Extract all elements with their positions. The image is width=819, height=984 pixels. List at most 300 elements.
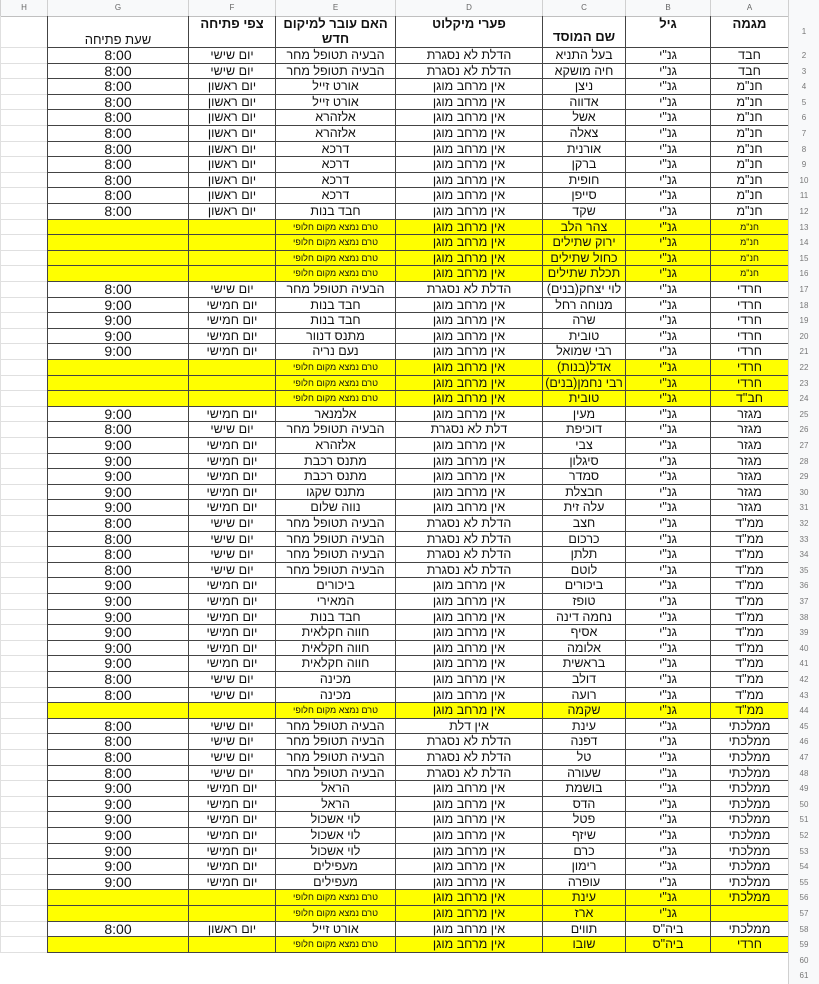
row-number[interactable]: 13 bbox=[788, 220, 819, 236]
opening-time-cell[interactable] bbox=[47, 391, 188, 407]
institution-name-cell[interactable]: צהר הלב bbox=[542, 220, 625, 236]
expected-opening-cell[interactable]: יום שישי bbox=[188, 547, 275, 563]
institution-name-cell[interactable]: דפנה bbox=[542, 734, 625, 750]
institution-name-cell[interactable]: כרם bbox=[542, 844, 625, 860]
row-number[interactable]: 42 bbox=[788, 672, 819, 688]
new-location-cell[interactable]: מעפילים bbox=[275, 875, 395, 891]
row-number[interactable]: 54 bbox=[788, 859, 819, 875]
age-cell[interactable]: גנ"י bbox=[625, 329, 710, 345]
shelter-gap-cell[interactable]: אין מרחב מוגן bbox=[395, 110, 542, 126]
shelter-gap-cell[interactable]: אין מרחב מוגן bbox=[395, 235, 542, 251]
opening-time-cell[interactable]: 9:00 bbox=[47, 298, 188, 314]
row-number[interactable]: 58 bbox=[788, 922, 819, 938]
column-header-D[interactable]: D bbox=[395, 0, 542, 16]
opening-time-cell[interactable]: 8:00 bbox=[47, 204, 188, 220]
row-number[interactable]: 4 bbox=[788, 79, 819, 95]
new-location-cell[interactable]: מתנס דנוור bbox=[275, 329, 395, 345]
cell-H[interactable] bbox=[0, 313, 47, 329]
institution-name-cell[interactable]: חיה מושקא bbox=[542, 64, 625, 80]
expected-opening-cell[interactable]: יום חמישי bbox=[188, 797, 275, 813]
row-number[interactable]: 10 bbox=[788, 173, 819, 189]
column-header-F[interactable]: F bbox=[188, 0, 275, 16]
column-header-B[interactable]: B bbox=[625, 0, 710, 16]
shelter-gap-cell[interactable]: אין מרחב מוגן bbox=[395, 797, 542, 813]
track-cell[interactable]: ממלכתי bbox=[710, 890, 788, 906]
age-cell[interactable]: גנ"י bbox=[625, 672, 710, 688]
track-cell[interactable]: ממלכתי bbox=[710, 875, 788, 891]
institution-name-cell[interactable]: הדס bbox=[542, 797, 625, 813]
cell-H[interactable] bbox=[0, 922, 47, 938]
cell-H[interactable] bbox=[0, 220, 47, 236]
new-location-cell[interactable]: טרם נמצא מקום חלופי bbox=[275, 220, 395, 236]
row-number[interactable]: 21 bbox=[788, 344, 819, 360]
row-number-1[interactable]: 1 bbox=[788, 16, 819, 48]
opening-time-cell[interactable]: 9:00 bbox=[47, 875, 188, 891]
institution-name-cell[interactable]: ארז bbox=[542, 906, 625, 922]
row-number[interactable]: 18 bbox=[788, 298, 819, 314]
select-all-corner[interactable] bbox=[788, 0, 819, 16]
row-number[interactable]: 24 bbox=[788, 391, 819, 407]
new-location-cell[interactable]: הראל bbox=[275, 781, 395, 797]
row-number[interactable]: 16 bbox=[788, 266, 819, 282]
shelter-gap-cell[interactable]: אין מרחב מוגן bbox=[395, 438, 542, 454]
new-location-cell[interactable]: לוי אשכול bbox=[275, 812, 395, 828]
expected-opening-cell[interactable]: יום ראשון bbox=[188, 95, 275, 111]
cell-H[interactable] bbox=[0, 734, 47, 750]
cell-H[interactable] bbox=[0, 126, 47, 142]
age-cell[interactable]: גנ"י bbox=[625, 110, 710, 126]
cell-H[interactable] bbox=[0, 656, 47, 672]
shelter-gap-cell[interactable]: אין מרחב מוגן bbox=[395, 937, 542, 953]
age-cell[interactable]: גנ"י bbox=[625, 438, 710, 454]
cell-H[interactable] bbox=[0, 454, 47, 470]
track-cell[interactable]: חב"ד bbox=[710, 391, 788, 407]
expected-opening-cell[interactable]: יום שישי bbox=[188, 672, 275, 688]
shelter-gap-cell[interactable]: אין מרחב מוגן bbox=[395, 344, 542, 360]
institution-name-cell[interactable]: לוי יצחק(בנים) bbox=[542, 282, 625, 298]
row-number[interactable]: 27 bbox=[788, 438, 819, 454]
shelter-gap-cell[interactable]: אין מרחב מוגן bbox=[395, 485, 542, 501]
shelter-gap-cell[interactable]: אין מרחב מוגן bbox=[395, 781, 542, 797]
new-location-cell[interactable]: הראל bbox=[275, 797, 395, 813]
opening-time-cell[interactable]: 8:00 bbox=[47, 766, 188, 782]
age-cell[interactable]: גנ"י bbox=[625, 344, 710, 360]
cell-H[interactable] bbox=[0, 79, 47, 95]
track-cell[interactable]: מגזר bbox=[710, 422, 788, 438]
row-number[interactable]: 61 bbox=[788, 968, 819, 984]
opening-time-cell[interactable]: 8:00 bbox=[47, 126, 188, 142]
new-location-cell[interactable]: המאירי bbox=[275, 594, 395, 610]
age-cell[interactable]: גנ"י bbox=[625, 422, 710, 438]
expected-opening-cell[interactable]: יום שישי bbox=[188, 282, 275, 298]
age-cell[interactable]: גנ"י bbox=[625, 750, 710, 766]
new-location-cell[interactable]: טרם נמצא מקום חלופי bbox=[275, 251, 395, 267]
institution-name-cell[interactable]: רבי שמואל bbox=[542, 344, 625, 360]
age-cell[interactable]: גנ"י bbox=[625, 391, 710, 407]
row-number[interactable]: 31 bbox=[788, 500, 819, 516]
shelter-gap-cell[interactable]: אין מרחב מוגן bbox=[395, 376, 542, 392]
shelter-gap-cell[interactable]: אין מרחב מוגן bbox=[395, 688, 542, 704]
cell-H[interactable] bbox=[0, 469, 47, 485]
row-number[interactable]: 40 bbox=[788, 641, 819, 657]
cell-H[interactable] bbox=[0, 110, 47, 126]
new-location-cell[interactable]: טרם נמצא מקום חלופי bbox=[275, 391, 395, 407]
opening-time-cell[interactable] bbox=[47, 906, 188, 922]
track-cell[interactable]: חנ"מ bbox=[710, 79, 788, 95]
age-cell[interactable]: גנ"י bbox=[625, 594, 710, 610]
new-location-cell[interactable]: דרכא bbox=[275, 188, 395, 204]
institution-name-cell[interactable]: חופית bbox=[542, 173, 625, 189]
institution-name-cell[interactable]: שקמה bbox=[542, 703, 625, 719]
cell-H[interactable] bbox=[0, 812, 47, 828]
cell-H[interactable] bbox=[0, 282, 47, 298]
age-cell[interactable]: גנ"י bbox=[625, 188, 710, 204]
expected-opening-cell[interactable]: יום ראשון bbox=[188, 173, 275, 189]
opening-time-cell[interactable] bbox=[47, 251, 188, 267]
opening-time-cell[interactable] bbox=[47, 220, 188, 236]
opening-time-cell[interactable]: 8:00 bbox=[47, 547, 188, 563]
shelter-gap-cell[interactable]: אין מרחב מוגן bbox=[395, 188, 542, 204]
institution-name-cell[interactable]: עינת bbox=[542, 719, 625, 735]
cell-H[interactable] bbox=[0, 48, 47, 64]
header-opening-time[interactable]: שעת פתיחה bbox=[47, 16, 188, 48]
institution-name-cell[interactable]: צבי bbox=[542, 438, 625, 454]
expected-opening-cell[interactable]: יום ראשון bbox=[188, 922, 275, 938]
shelter-gap-cell[interactable]: אין מרחב מוגן bbox=[395, 500, 542, 516]
track-cell[interactable] bbox=[710, 906, 788, 922]
new-location-cell[interactable]: דרכא bbox=[275, 157, 395, 173]
opening-time-cell[interactable]: 9:00 bbox=[47, 344, 188, 360]
new-location-cell[interactable]: הבעיה תטופל מחר bbox=[275, 48, 395, 64]
shelter-gap-cell[interactable]: אין מרחב מוגן bbox=[395, 204, 542, 220]
row-number[interactable]: 44 bbox=[788, 703, 819, 719]
opening-time-cell[interactable]: 8:00 bbox=[47, 688, 188, 704]
shelter-gap-cell[interactable]: הדלת לא נסגרת bbox=[395, 547, 542, 563]
row-number[interactable]: 35 bbox=[788, 563, 819, 579]
institution-name-cell[interactable]: נחמה דינה bbox=[542, 610, 625, 626]
institution-name-cell[interactable]: טופז bbox=[542, 594, 625, 610]
expected-opening-cell[interactable]: יום ראשון bbox=[188, 204, 275, 220]
cell-H1[interactable] bbox=[0, 16, 47, 48]
cell-H[interactable] bbox=[0, 844, 47, 860]
row-number[interactable]: 53 bbox=[788, 844, 819, 860]
cell-H[interactable] bbox=[0, 95, 47, 111]
row-number[interactable]: 14 bbox=[788, 235, 819, 251]
new-location-cell[interactable]: מתנס רכבת bbox=[275, 469, 395, 485]
institution-name-cell[interactable]: ביכורים bbox=[542, 578, 625, 594]
column-header-E[interactable]: E bbox=[275, 0, 395, 16]
opening-time-cell[interactable]: 9:00 bbox=[47, 797, 188, 813]
expected-opening-cell[interactable] bbox=[188, 376, 275, 392]
age-cell[interactable]: גנ"י bbox=[625, 376, 710, 392]
institution-name-cell[interactable]: ירוק שתילים bbox=[542, 235, 625, 251]
cell-H[interactable] bbox=[0, 251, 47, 267]
cell-H[interactable] bbox=[0, 688, 47, 704]
opening-time-cell[interactable]: 9:00 bbox=[47, 313, 188, 329]
opening-time-cell[interactable]: 9:00 bbox=[47, 454, 188, 470]
age-cell[interactable]: גנ"י bbox=[625, 719, 710, 735]
institution-name-cell[interactable]: טובית bbox=[542, 329, 625, 345]
institution-name-cell[interactable]: עלה זית bbox=[542, 500, 625, 516]
new-location-cell[interactable]: טרם נמצא מקום חלופי bbox=[275, 266, 395, 282]
track-cell[interactable]: ממלכתי bbox=[710, 734, 788, 750]
institution-name-cell[interactable]: אורנית bbox=[542, 142, 625, 158]
cell-H[interactable] bbox=[0, 828, 47, 844]
age-cell[interactable]: גנ"י bbox=[625, 485, 710, 501]
row-number[interactable]: 38 bbox=[788, 610, 819, 626]
shelter-gap-cell[interactable]: אין מרחב מוגן bbox=[395, 157, 542, 173]
new-location-cell[interactable]: חבד בנות bbox=[275, 610, 395, 626]
cell-H[interactable] bbox=[0, 376, 47, 392]
row-number[interactable]: 51 bbox=[788, 812, 819, 828]
row-number[interactable]: 20 bbox=[788, 329, 819, 345]
age-cell[interactable]: גנ"י bbox=[625, 95, 710, 111]
track-cell[interactable]: ממלכתי bbox=[710, 766, 788, 782]
shelter-gap-cell[interactable]: אין מרחב מוגן bbox=[395, 672, 542, 688]
age-cell[interactable]: גנ"י bbox=[625, 298, 710, 314]
new-location-cell[interactable]: הבעיה תטופל מחר bbox=[275, 422, 395, 438]
cell-H[interactable] bbox=[0, 157, 47, 173]
age-cell[interactable]: ביה"ס bbox=[625, 922, 710, 938]
new-location-cell[interactable]: הבעיה תטופל מחר bbox=[275, 547, 395, 563]
cell-H[interactable] bbox=[0, 532, 47, 548]
new-location-cell[interactable]: אורט זייל bbox=[275, 922, 395, 938]
row-number[interactable]: 28 bbox=[788, 454, 819, 470]
shelter-gap-cell[interactable]: אין מרחב מוגן bbox=[395, 890, 542, 906]
shelter-gap-cell[interactable]: דלת לא נסגרת bbox=[395, 422, 542, 438]
header-moving-location[interactable]: האם עובר למיקום חדש bbox=[275, 16, 395, 48]
opening-time-cell[interactable]: 8:00 bbox=[47, 48, 188, 64]
track-cell[interactable]: ממ"ד bbox=[710, 532, 788, 548]
expected-opening-cell[interactable]: יום חמישי bbox=[188, 812, 275, 828]
opening-time-cell[interactable]: 8:00 bbox=[47, 750, 188, 766]
shelter-gap-cell[interactable]: הדלת לא נסגרת bbox=[395, 734, 542, 750]
opening-time-cell[interactable]: 8:00 bbox=[47, 64, 188, 80]
new-location-cell[interactable]: הבעיה תטופל מחר bbox=[275, 766, 395, 782]
age-cell[interactable]: גנ"י bbox=[625, 734, 710, 750]
expected-opening-cell[interactable] bbox=[188, 890, 275, 906]
opening-time-cell[interactable]: 8:00 bbox=[47, 532, 188, 548]
row-number[interactable]: 2 bbox=[788, 48, 819, 64]
institution-name-cell[interactable]: חצב bbox=[542, 516, 625, 532]
age-cell[interactable]: גנ"י bbox=[625, 407, 710, 423]
age-cell[interactable]: גנ"י bbox=[625, 656, 710, 672]
institution-name-cell[interactable]: חבצלת bbox=[542, 485, 625, 501]
new-location-cell[interactable]: טרם נמצא מקום חלופי bbox=[275, 235, 395, 251]
cell-H[interactable] bbox=[0, 422, 47, 438]
track-cell[interactable]: ממ"ד bbox=[710, 547, 788, 563]
track-cell[interactable]: ממ"ד bbox=[710, 625, 788, 641]
new-location-cell[interactable]: אורט זייל bbox=[275, 79, 395, 95]
opening-time-cell[interactable]: 9:00 bbox=[47, 594, 188, 610]
cell-H[interactable] bbox=[0, 298, 47, 314]
opening-time-cell[interactable] bbox=[47, 235, 188, 251]
age-cell[interactable]: גנ"י bbox=[625, 360, 710, 376]
track-cell[interactable]: חנ"מ bbox=[710, 220, 788, 236]
new-location-cell[interactable]: אלזהרא bbox=[275, 438, 395, 454]
new-location-cell[interactable]: הבעיה תטופל מחר bbox=[275, 516, 395, 532]
opening-time-cell[interactable]: 8:00 bbox=[47, 142, 188, 158]
cell-H[interactable] bbox=[0, 610, 47, 626]
track-cell[interactable]: חנ"מ bbox=[710, 126, 788, 142]
expected-opening-cell[interactable]: יום שישי bbox=[188, 422, 275, 438]
track-cell[interactable]: ממלכתי bbox=[710, 719, 788, 735]
new-location-cell[interactable]: אלמנאר bbox=[275, 407, 395, 423]
shelter-gap-cell[interactable]: אין מרחב מוגן bbox=[395, 313, 542, 329]
track-cell[interactable]: חנ"מ bbox=[710, 157, 788, 173]
expected-opening-cell[interactable]: יום שישי bbox=[188, 719, 275, 735]
institution-name-cell[interactable]: ברקן bbox=[542, 157, 625, 173]
expected-opening-cell[interactable]: יום חמישי bbox=[188, 469, 275, 485]
cell-H[interactable] bbox=[0, 173, 47, 189]
row-number[interactable]: 41 bbox=[788, 656, 819, 672]
track-cell[interactable]: חבד bbox=[710, 48, 788, 64]
shelter-gap-cell[interactable]: אין דלת bbox=[395, 719, 542, 735]
track-cell[interactable]: חרדי bbox=[710, 937, 788, 953]
age-cell[interactable]: גנ"י bbox=[625, 797, 710, 813]
row-number[interactable]: 9 bbox=[788, 157, 819, 173]
institution-name-cell[interactable]: מנוחה רחל bbox=[542, 298, 625, 314]
institution-name-cell[interactable]: בעל התניא bbox=[542, 48, 625, 64]
new-location-cell[interactable]: חבד בנות bbox=[275, 298, 395, 314]
opening-time-cell[interactable]: 8:00 bbox=[47, 173, 188, 189]
institution-name-cell[interactable]: כרכום bbox=[542, 532, 625, 548]
row-number[interactable]: 52 bbox=[788, 828, 819, 844]
opening-time-cell[interactable] bbox=[47, 376, 188, 392]
opening-time-cell[interactable]: 9:00 bbox=[47, 438, 188, 454]
shelter-gap-cell[interactable]: אין מרחב מוגן bbox=[395, 266, 542, 282]
cell-H[interactable] bbox=[0, 438, 47, 454]
row-number[interactable]: 17 bbox=[788, 282, 819, 298]
track-cell[interactable]: חרדי bbox=[710, 344, 788, 360]
expected-opening-cell[interactable]: יום חמישי bbox=[188, 594, 275, 610]
track-cell[interactable]: חנ"מ bbox=[710, 266, 788, 282]
column-header-H[interactable]: H bbox=[0, 0, 47, 16]
institution-name-cell[interactable]: אדווה bbox=[542, 95, 625, 111]
opening-time-cell[interactable]: 8:00 bbox=[47, 422, 188, 438]
track-cell[interactable]: מגזר bbox=[710, 500, 788, 516]
cell-H[interactable] bbox=[0, 906, 47, 922]
shelter-gap-cell[interactable]: אין מרחב מוגן bbox=[395, 594, 542, 610]
expected-opening-cell[interactable]: יום חמישי bbox=[188, 313, 275, 329]
age-cell[interactable]: גנ"י bbox=[625, 547, 710, 563]
track-cell[interactable]: חנ"מ bbox=[710, 110, 788, 126]
expected-opening-cell[interactable]: יום חמישי bbox=[188, 656, 275, 672]
track-cell[interactable]: מגזר bbox=[710, 438, 788, 454]
age-cell[interactable]: גנ"י bbox=[625, 469, 710, 485]
row-number[interactable]: 59 bbox=[788, 937, 819, 953]
row-number[interactable]: 49 bbox=[788, 781, 819, 797]
expected-opening-cell[interactable]: יום חמישי bbox=[188, 610, 275, 626]
track-cell[interactable]: ממ"ד bbox=[710, 594, 788, 610]
cell-H[interactable] bbox=[0, 407, 47, 423]
opening-time-cell[interactable]: 9:00 bbox=[47, 844, 188, 860]
row-number[interactable]: 8 bbox=[788, 142, 819, 158]
new-location-cell[interactable]: טרם נמצא מקום חלופי bbox=[275, 937, 395, 953]
institution-name-cell[interactable]: טל bbox=[542, 750, 625, 766]
institution-name-cell[interactable]: טובית bbox=[542, 391, 625, 407]
track-cell[interactable]: חרדי bbox=[710, 313, 788, 329]
track-cell[interactable]: חרדי bbox=[710, 329, 788, 345]
age-cell[interactable]: גנ"י bbox=[625, 906, 710, 922]
institution-name-cell[interactable]: צאלה bbox=[542, 126, 625, 142]
age-cell[interactable]: גנ"י bbox=[625, 641, 710, 657]
institution-name-cell[interactable]: בושמת bbox=[542, 781, 625, 797]
new-location-cell[interactable]: לוי אשכול bbox=[275, 828, 395, 844]
track-cell[interactable]: חנ"מ bbox=[710, 95, 788, 111]
opening-time-cell[interactable]: 9:00 bbox=[47, 812, 188, 828]
cell-H[interactable] bbox=[0, 516, 47, 532]
expected-opening-cell[interactable]: יום חמישי bbox=[188, 875, 275, 891]
cell-H[interactable] bbox=[0, 625, 47, 641]
new-location-cell[interactable]: אורט זייל bbox=[275, 95, 395, 111]
institution-name-cell[interactable]: אלומה bbox=[542, 641, 625, 657]
age-cell[interactable]: גנ"י bbox=[625, 766, 710, 782]
shelter-gap-cell[interactable]: אין מרחב מוגן bbox=[395, 391, 542, 407]
header-shelter-gaps[interactable]: פערי מיקלוט bbox=[395, 16, 542, 48]
header-age[interactable]: גיל bbox=[625, 16, 710, 48]
shelter-gap-cell[interactable]: אין מרחב מוגן bbox=[395, 578, 542, 594]
age-cell[interactable]: גנ"י bbox=[625, 610, 710, 626]
opening-time-cell[interactable]: 9:00 bbox=[47, 407, 188, 423]
institution-name-cell[interactable]: שקד bbox=[542, 204, 625, 220]
cell-H[interactable] bbox=[0, 500, 47, 516]
age-cell[interactable]: גנ"י bbox=[625, 859, 710, 875]
expected-opening-cell[interactable]: יום שישי bbox=[188, 532, 275, 548]
age-cell[interactable]: גנ"י bbox=[625, 282, 710, 298]
row-number[interactable]: 22 bbox=[788, 360, 819, 376]
expected-opening-cell[interactable]: יום חמישי bbox=[188, 500, 275, 516]
header-track[interactable]: מגמה bbox=[710, 16, 788, 48]
track-cell[interactable]: ממלכתי bbox=[710, 922, 788, 938]
institution-name-cell[interactable]: אסיף bbox=[542, 625, 625, 641]
expected-opening-cell[interactable]: יום חמישי bbox=[188, 578, 275, 594]
row-number[interactable]: 33 bbox=[788, 532, 819, 548]
row-number[interactable]: 57 bbox=[788, 906, 819, 922]
age-cell[interactable]: גנ"י bbox=[625, 220, 710, 236]
shelter-gap-cell[interactable]: אין מרחב מוגן bbox=[395, 703, 542, 719]
age-cell[interactable]: גנ"י bbox=[625, 532, 710, 548]
cell-H[interactable] bbox=[0, 142, 47, 158]
expected-opening-cell[interactable] bbox=[188, 906, 275, 922]
row-number[interactable]: 29 bbox=[788, 469, 819, 485]
new-location-cell[interactable]: טרם נמצא מקום חלופי bbox=[275, 376, 395, 392]
expected-opening-cell[interactable]: יום ראשון bbox=[188, 142, 275, 158]
new-location-cell[interactable]: חבד בנות bbox=[275, 204, 395, 220]
expected-opening-cell[interactable] bbox=[188, 251, 275, 267]
opening-time-cell[interactable] bbox=[47, 937, 188, 953]
row-number[interactable]: 36 bbox=[788, 578, 819, 594]
track-cell[interactable]: חנ"מ bbox=[710, 142, 788, 158]
age-cell[interactable]: גנ"י bbox=[625, 313, 710, 329]
shelter-gap-cell[interactable]: הדלת לא נסגרת bbox=[395, 48, 542, 64]
expected-opening-cell[interactable]: יום חמישי bbox=[188, 485, 275, 501]
institution-name-cell[interactable]: שרה bbox=[542, 313, 625, 329]
opening-time-cell[interactable]: 9:00 bbox=[47, 625, 188, 641]
new-location-cell[interactable]: טרם נמצא מקום חלופי bbox=[275, 890, 395, 906]
expected-opening-cell[interactable]: יום שישי bbox=[188, 64, 275, 80]
opening-time-cell[interactable]: 8:00 bbox=[47, 95, 188, 111]
track-cell[interactable]: חרדי bbox=[710, 282, 788, 298]
track-cell[interactable]: חרדי bbox=[710, 360, 788, 376]
institution-name-cell[interactable]: מעין bbox=[542, 407, 625, 423]
expected-opening-cell[interactable]: יום חמישי bbox=[188, 329, 275, 345]
track-cell[interactable]: מגזר bbox=[710, 407, 788, 423]
shelter-gap-cell[interactable]: אין מרחב מוגן bbox=[395, 173, 542, 189]
cell-H[interactable] bbox=[0, 485, 47, 501]
institution-name-cell[interactable]: אשל bbox=[542, 110, 625, 126]
shelter-gap-cell[interactable]: אין מרחב מוגן bbox=[395, 469, 542, 485]
